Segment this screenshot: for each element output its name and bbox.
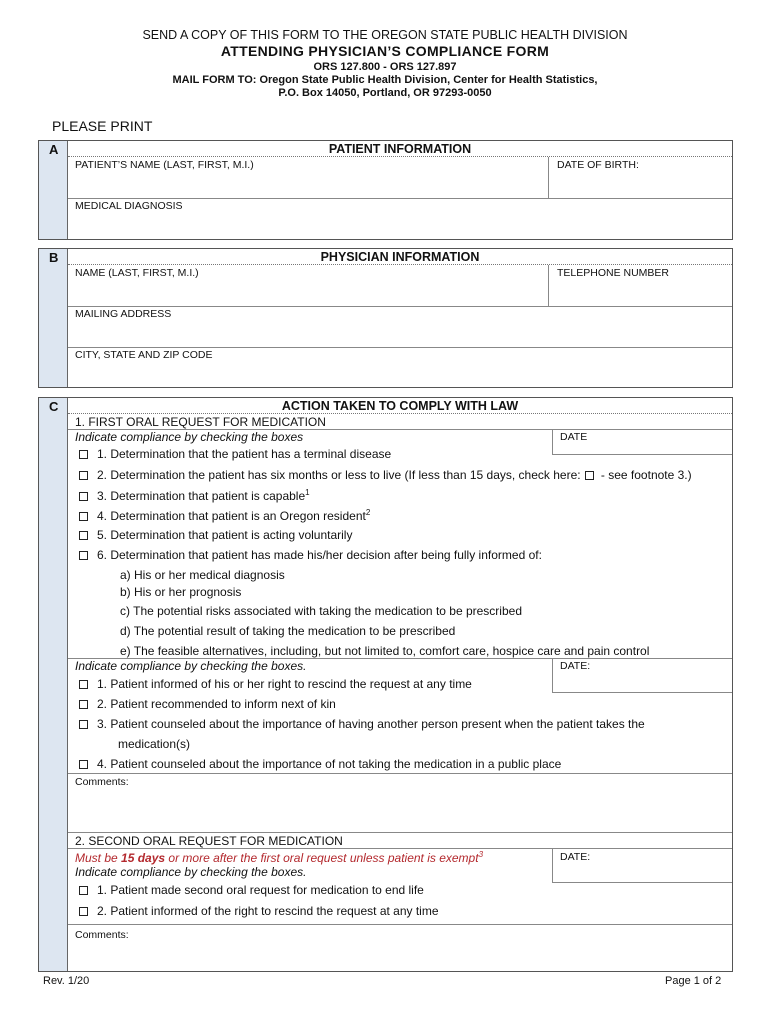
checkbox[interactable] <box>79 512 88 521</box>
second-request-heading: 2. SECOND ORAL REQUEST FOR MEDICATION <box>75 834 343 848</box>
section-b-title: PHYSICIAN INFORMATION <box>68 249 732 265</box>
physician-name-field[interactable]: NAME (LAST, FIRST, M.I.) <box>75 267 199 279</box>
first-request-comments-field[interactable]: Comments: <box>75 776 129 788</box>
section-c-letter-column <box>39 398 68 971</box>
less-than-15-days-checkbox[interactable] <box>585 471 594 480</box>
subitem-result: d) The potential result of taking the medication to be prescribed <box>120 624 456 638</box>
checkbox[interactable] <box>79 700 88 709</box>
second-request-warning: Must be 15 days or more after the first oral request unless patient is exempt$^3$ <box>75 850 484 865</box>
ors-reference: ORS 127.800 - ORS 127.897 <box>313 61 457 73</box>
section-b-physician-information <box>38 248 733 388</box>
checkbox[interactable] <box>79 450 88 459</box>
form-title: ATTENDING PHYSICIAN’S COMPLIANCE FORM <box>220 43 550 59</box>
first-request-date-field-2[interactable]: DATE: <box>560 660 591 672</box>
second-request-instruction: Indicate compliance by checking the boxes. <box>75 865 307 879</box>
mail-address-line1: MAIL FORM TO: Oregon State Public Health Division, Center for Health Statistics, <box>172 74 598 86</box>
city-state-zip-field[interactable]: CITY, STATE AND ZIP CODE <box>75 349 213 361</box>
footnote-1-marker: 1 <box>305 488 310 497</box>
first-request-heading: 1. FIRST ORAL REQUEST FOR MEDICATION <box>75 415 326 429</box>
check-item-second-request[interactable]: 1. Patient made second oral request for medication to end life <box>79 883 424 897</box>
check-item-second-rescind[interactable]: 2. Patient informed of the right to rescind the request at any time <box>79 904 439 918</box>
page-number: Page 1 of 2 <box>665 975 722 987</box>
subitem-risks: c) The potential risks associated with taking the medication to be prescribed <box>120 604 522 618</box>
date-of-birth-field[interactable]: DATE OF BIRTH: <box>557 159 639 171</box>
second-request-date-field[interactable]: DATE: <box>560 851 591 863</box>
subitem-prognosis: b) His or her prognosis <box>120 585 242 599</box>
checkbox[interactable] <box>79 886 88 895</box>
check-item-terminal-disease[interactable]: 1. Determination that the patient has a terminal disease <box>79 447 391 461</box>
header-send-copy: SEND A COPY OF THIS FORM TO THE OREGON STATE PUBLIC HEALTH DIVISION <box>142 28 628 42</box>
check-item-voluntary[interactable]: 5. Determination that patient is acting voluntarily <box>79 528 352 542</box>
check-item-oregon-resident[interactable]: 4. Determination that patient is an Oregon resident$^2$ <box>79 508 370 523</box>
checkbox[interactable] <box>79 492 88 501</box>
subitem-diagnosis: a) His or her medical diagnosis <box>120 568 285 582</box>
checkbox[interactable] <box>79 531 88 540</box>
section-b-letter: B <box>49 250 59 265</box>
check-item-next-of-kin[interactable]: 2. Patient recommended to inform next of kin <box>79 697 336 711</box>
checkbox[interactable] <box>79 720 88 729</box>
check-item-person-present[interactable]: 3. Patient counseled about the importance of having another person present when the patient takes the <box>79 717 645 731</box>
first-request-instruction: Indicate compliance by checking the boxes <box>75 430 304 444</box>
telephone-field[interactable]: TELEPHONE NUMBER <box>557 267 670 279</box>
check-item-six-months[interactable]: 2. Determination the patient has six months or less to live (If less than 15 days, check here: - see footnote 3.) <box>79 468 692 482</box>
check-item-person-present-cont: medication(s) <box>118 737 191 751</box>
first-request-instruction-2: Indicate compliance by checking the boxes. <box>75 659 307 673</box>
checkbox[interactable] <box>79 551 88 560</box>
checkbox[interactable] <box>79 907 88 916</box>
medical-diagnosis-field[interactable]: MEDICAL DIAGNOSIS <box>75 200 183 212</box>
mailing-address-field[interactable]: MAILING ADDRESS <box>75 308 172 320</box>
check-item-capable[interactable]: 3. Determination that patient is capable$^1$ <box>79 488 310 503</box>
first-request-date-field[interactable]: DATE <box>560 431 588 443</box>
checkbox[interactable] <box>79 760 88 769</box>
checkbox[interactable] <box>79 471 88 480</box>
subitem-alternatives: e) The feasible alternatives, including, but not limited to, comfort care, hospice care and pain control <box>120 644 650 658</box>
check-item-fully-informed[interactable]: 6. Determination that patient has made his/her decision after being fully informed of: <box>79 548 542 562</box>
check-item-public-place[interactable]: 4. Patient counseled about the importance of not taking the medication in a public place <box>79 757 561 771</box>
section-a-patient-information <box>38 140 733 240</box>
section-c-action-taken <box>38 397 733 972</box>
please-print: PLEASE PRINT <box>52 118 153 134</box>
check-item-rescind[interactable]: 1. Patient informed of his or her right to rescind the request at any time <box>79 677 472 691</box>
patient-name-field[interactable]: PATIENT’S NAME (LAST, FIRST, M.I.) <box>75 159 254 171</box>
checkbox[interactable] <box>79 680 88 689</box>
footnote-2-marker: 2 <box>365 508 371 517</box>
section-c-letter: C <box>49 399 59 414</box>
mail-address-line2: P.O. Box 14050, Portland, OR 97293-0050 <box>278 87 492 99</box>
section-c-title: ACTION TAKEN TO COMPLY WITH LAW <box>68 398 732 414</box>
section-b-letter-column <box>39 249 68 387</box>
revision-label: Rev. 1/20 <box>43 975 90 987</box>
section-a-letter: A <box>49 142 59 157</box>
second-request-comments-field[interactable]: Comments: <box>75 929 129 941</box>
section-a-title: PATIENT INFORMATION <box>68 141 732 157</box>
